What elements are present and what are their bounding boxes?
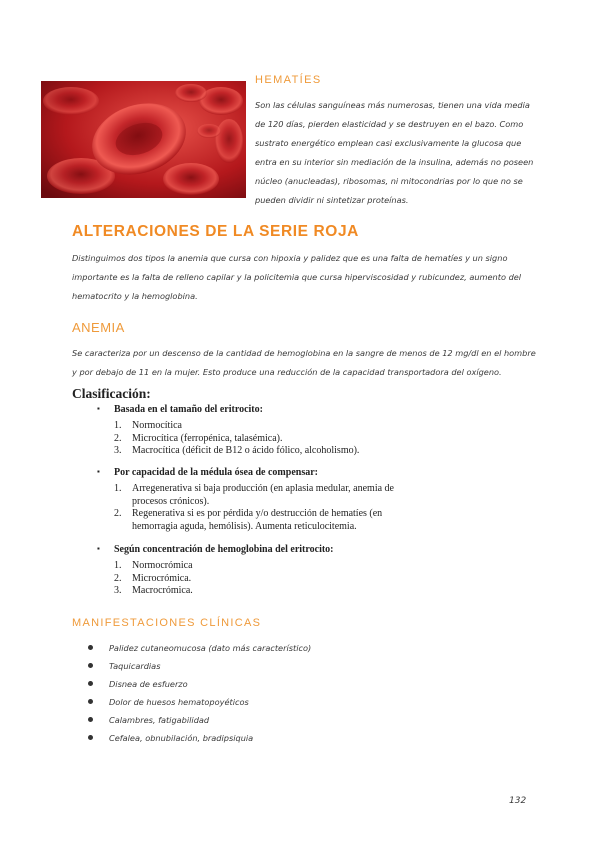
classification-group-hemoglobin [72,544,402,598]
hematies-title: HEMATÍES [255,74,322,86]
list-item: 3. Macrocítica (déficit de B12 o ácido fólico, alcoholismo). [114,445,360,456]
list-item: Palidez cutaneomucosa (dato más característico) [88,639,311,657]
intro-paragraph: Distinguimos dos tipos la anemia que cursa con hipoxia y palidez que es una falta de hematíes y un signo importante es la falta de relleno capilar y la policitemia que cursa hiperviscosidad y rubicundez, aumento del hematocrito y la hemoglobina. [72,253,522,301]
page-number: 132 [509,796,527,806]
list-item: 2. Microcrómica. [114,572,192,584]
list-item: Disnea de esfuerzo [88,675,311,693]
manifestaciones-list [88,639,311,747]
list-item: 1. Arregenerativa si baja producción (en aplasia medular, anemia de procesos crónicos). [114,483,394,507]
manifestaciones-title: MANIFESTACIONES CLÍNICAS [72,617,262,629]
list-item: 3. Macrocrómica. [114,585,193,596]
list-item: Calambres, fatigabilidad [88,711,311,729]
red-blood-cells-image [41,81,246,198]
group-title: ▪ Por capacidad de la médula ósea de compensar: [114,467,444,483]
list-item: Taquicardias [88,657,311,675]
section-title: ALTERACIONES DE LA SERIE ROJA [72,223,359,240]
hematies-paragraph: Son las células sanguíneas más numerosas, tienen una vida media de 120 días, pierden elasticidad y se destruyen en el bazo. Como sustrato energético emplean casi exclusivamente la glucosa que entra en su interior sin mediación de la insulina, además no poseen núcleo (anucleadas), ribosomas, ni mitocondrias por lo que no se pueden dividir ni sintetizar proteínas. [255,100,534,205]
list-item: 1. Normocrómica [114,560,193,571]
group-title: ▪ Según concentración de hemoglobina del eritrocito: [114,544,444,560]
list-item: 2. Regenerativa si es por pérdida y/o destrucción de hematíes (en hemorragia aguda, hemólisis). Aumenta reticulocitemia. [114,508,383,532]
list-item: 2. Microcítica (ferropénica, talasémica). [114,432,283,444]
classification-image [72,385,402,595]
anemia-title: ANEMIA [72,320,125,335]
classification-group-marrow [72,467,402,533]
classification-group-size [72,404,402,458]
list-item: 1. Normocítica [114,420,182,431]
list-item: Cefalea, obnubilación, bradipsiquia [88,729,311,747]
group-title: ▪ Basada en el tamaño del eritrocito: [114,404,444,420]
classification-title: Clasificación: [72,386,151,401]
anemia-paragraph: Se caracteriza por un descenso de la cantidad de hemoglobina en la sangre de menos de 12 mg/dl en el hombre y por debajo de 11 en la mujer. Esto produce una reducción de la capacidad transportadora del oxígeno. [72,348,536,377]
list-item: Dolor de huesos hematopoyéticos [88,693,311,711]
